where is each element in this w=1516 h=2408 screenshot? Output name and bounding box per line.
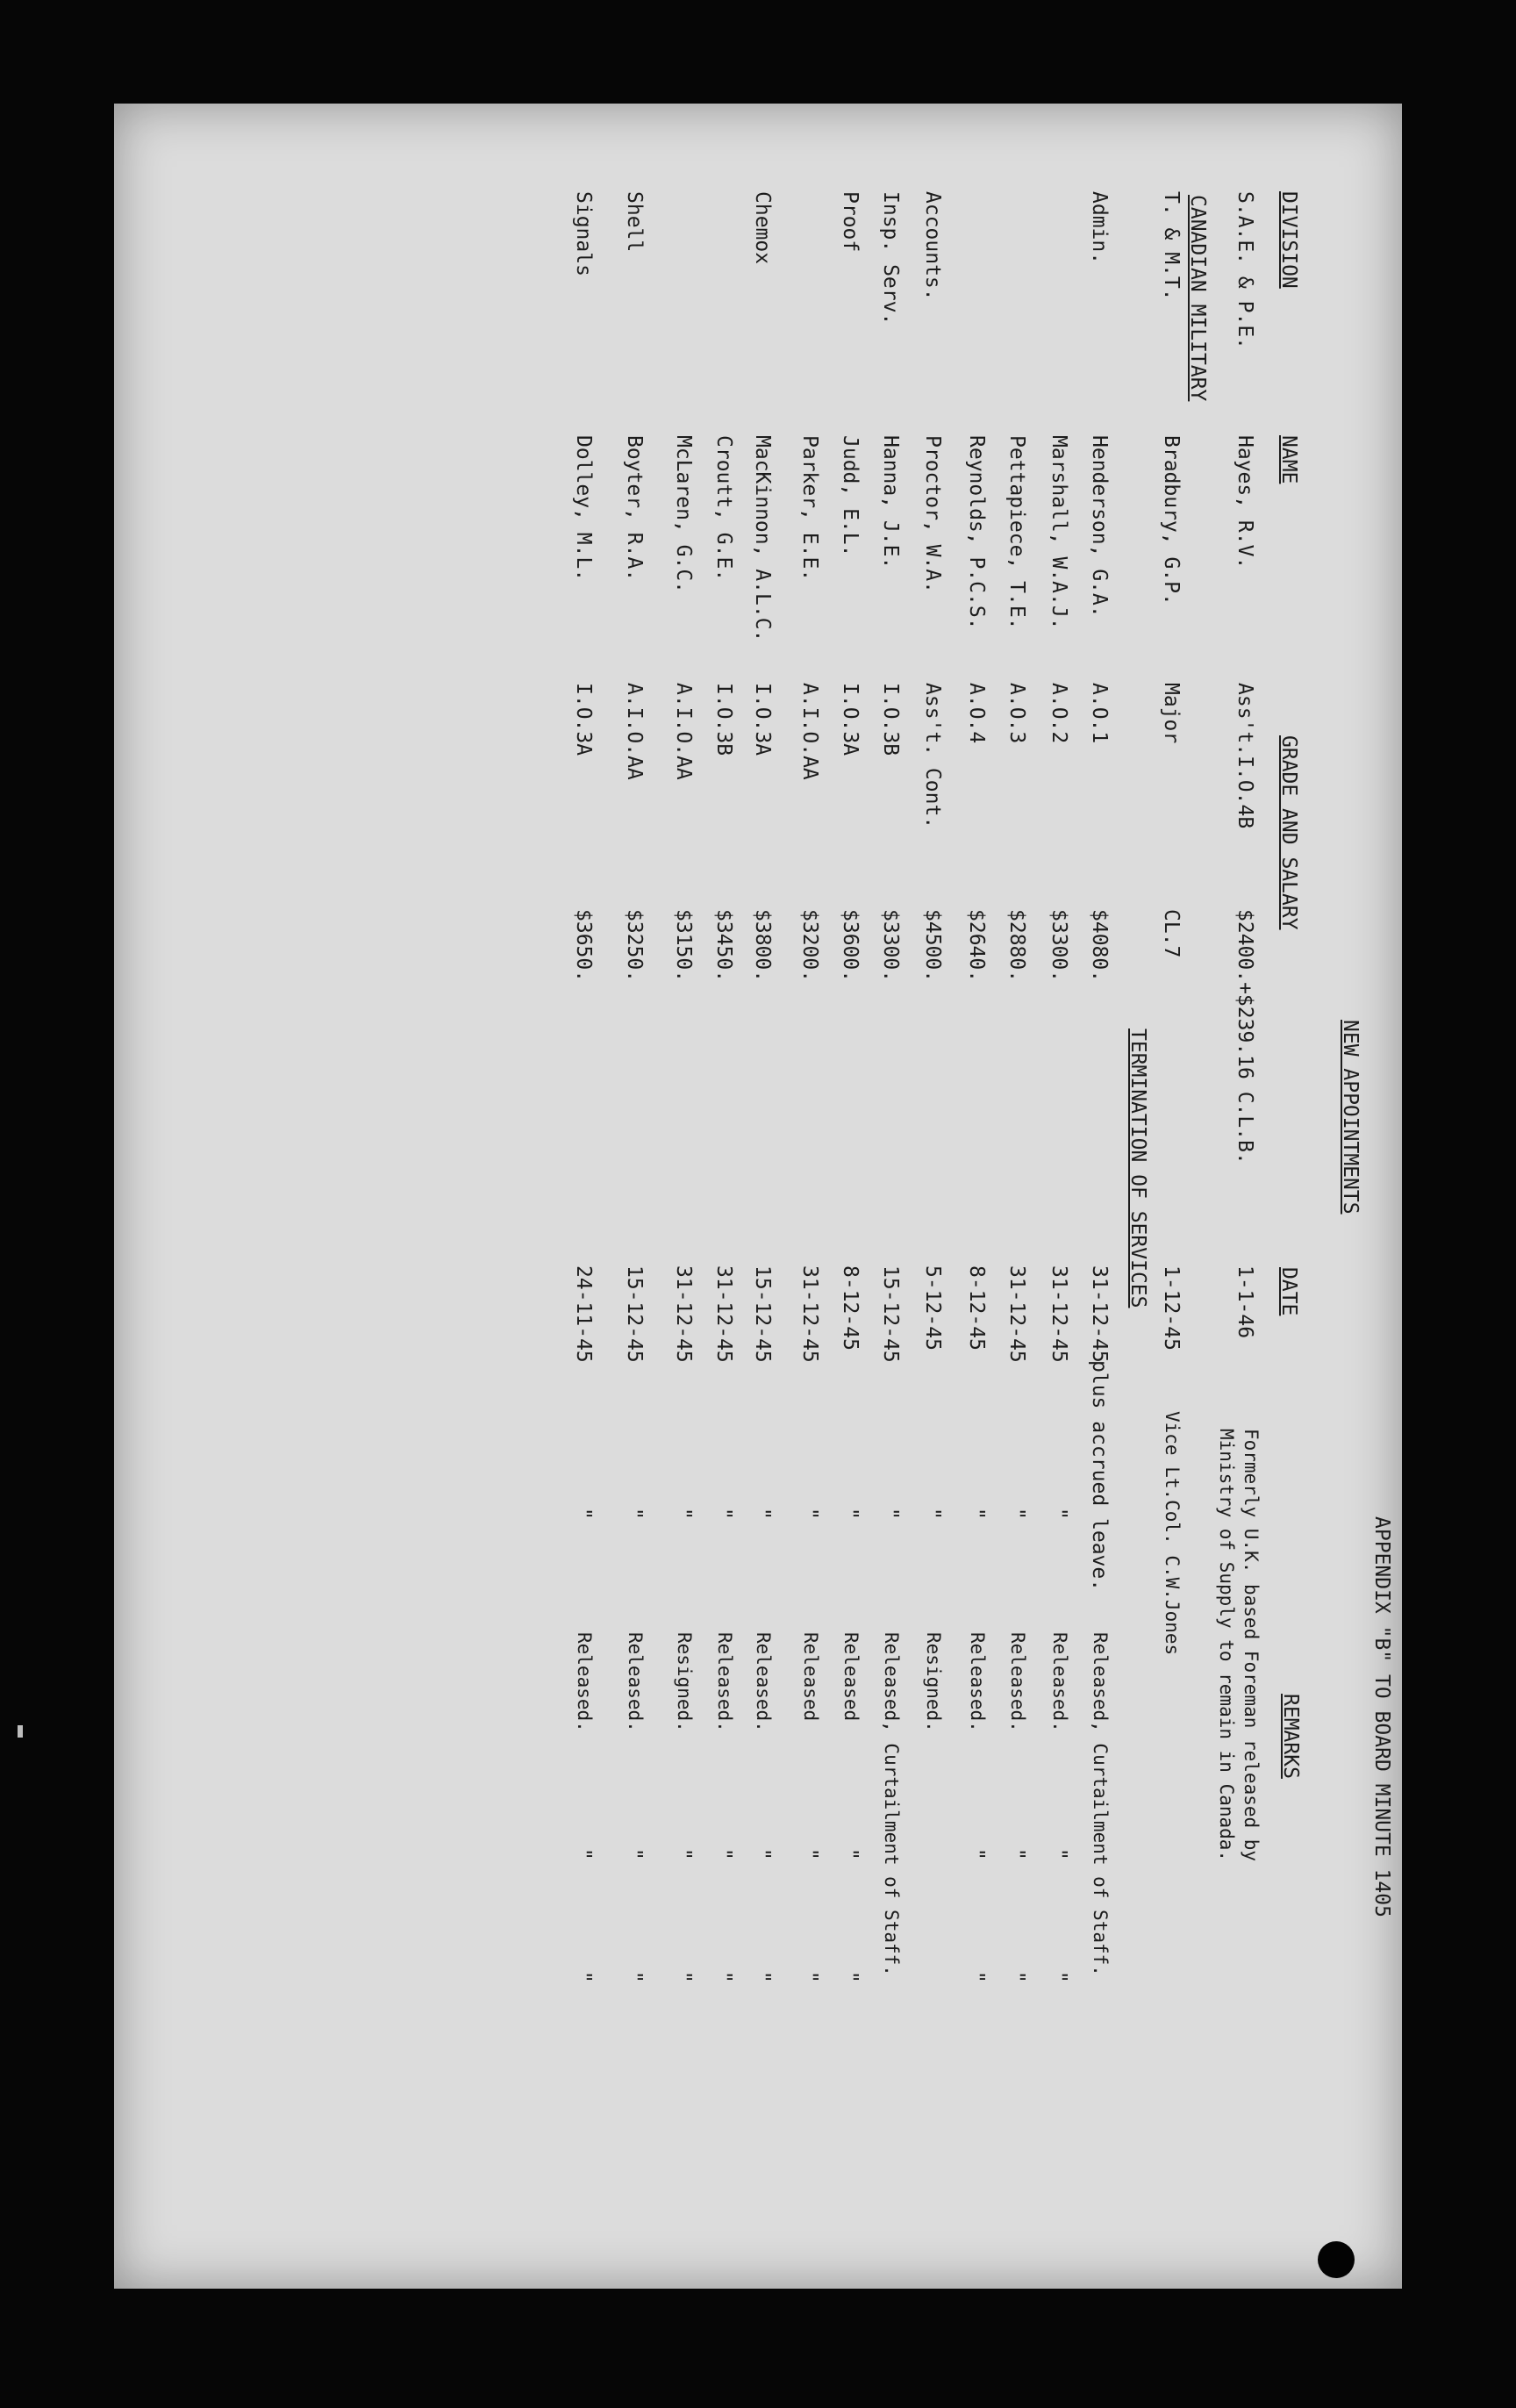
header-grade-salary: GRADE AND SALARY (1277, 735, 1300, 930)
termination-division: Insp. Serv. (879, 191, 902, 326)
ditto-mark: " (672, 1971, 695, 1983)
ditto-mark: " (1005, 1971, 1028, 1983)
appendix-title: APPENDIX "B" TO BOARD MINUTE 1405 (1370, 1516, 1393, 1917)
termination-division: Admin. (1088, 191, 1111, 265)
termination-accrued: " (672, 1508, 695, 1520)
ditto-mark: " (1005, 1848, 1028, 1860)
rotated-content (114, 104, 1402, 2289)
termination-date: 24-11-45 (572, 1265, 595, 1363)
termination-remarks: Released. (1007, 1632, 1028, 1732)
scan-speck (18, 1725, 23, 1738)
termination-date: 31-12-45 (1088, 1265, 1111, 1363)
appointment-salary: CL.7 (1160, 909, 1183, 958)
termination-remarks: Released. (625, 1632, 646, 1732)
ditto-mark: " (623, 1971, 646, 1983)
termination-grade: I.O.3A (751, 683, 774, 756)
punch-hole-mark (1318, 2241, 1355, 2278)
ditto-mark: " (798, 1971, 821, 1983)
termination-salary: $3600. (839, 909, 862, 983)
termination-accrued: " (751, 1508, 774, 1520)
termination-grade: A.I.O.AA (623, 683, 646, 780)
termination-salary: $3250. (623, 909, 646, 983)
termination-accrued: " (712, 1508, 735, 1520)
termination-remarks: Released. (714, 1632, 735, 1732)
ditto-mark: " (672, 1848, 695, 1860)
ditto-mark: " (839, 1848, 862, 1860)
termination-name: Dolley, M.L. (572, 435, 595, 582)
termination-grade: I.O.3A (572, 683, 595, 756)
termination-name: Judd, E.L. (839, 435, 862, 557)
termination-grade: Ass't. Cont. (921, 683, 944, 829)
appointment-division: S.A.E. & P.E. (1234, 191, 1256, 350)
termination-date: 15-12-45 (751, 1265, 774, 1363)
termination-accrued: " (921, 1508, 944, 1520)
termination-grade: A.O.4 (965, 683, 988, 744)
appointment-name: Hayes, R.V. (1234, 435, 1256, 570)
termination-remarks: Released, Curtailment of Staff. (1090, 1632, 1111, 1976)
termination-accrued: " (1005, 1508, 1028, 1520)
termination-accrued: plus accrued leave. (1088, 1360, 1111, 1592)
termination-grade: I.O.3B (879, 683, 902, 756)
ditto-mark: " (751, 1848, 774, 1860)
termination-date: 31-12-45 (712, 1265, 735, 1363)
header-division: DIVISION (1277, 191, 1300, 289)
termination-date: 8-12-45 (839, 1265, 862, 1351)
termination-salary: $2880. (1005, 909, 1028, 983)
termination-date: 15-12-45 (879, 1265, 902, 1363)
termination-grade: A.O.2 (1048, 683, 1070, 744)
termination-name: Parker, E.E. (798, 435, 821, 582)
termination-name: Boyter, R.A. (623, 435, 646, 582)
termination-date: 31-12-45 (798, 1265, 821, 1363)
ditto-mark: " (1048, 1971, 1070, 1983)
termination-date: 5-12-45 (921, 1265, 944, 1351)
termination-salary: $3650. (572, 909, 595, 983)
ditto-mark: " (965, 1971, 988, 1983)
ditto-mark: " (572, 1848, 595, 1860)
section-new-appointments: NEW APPOINTMENTS (1339, 1020, 1362, 1215)
termination-remarks: Released (840, 1632, 862, 1722)
termination-remarks: Released. (1049, 1632, 1070, 1732)
termination-accrued: " (1048, 1508, 1070, 1520)
termination-salary: $3150. (672, 909, 695, 983)
termination-name: Reynolds, P.C.S. (965, 435, 988, 630)
document-page (114, 104, 1402, 2289)
termination-grade: A.I.O.AA (798, 683, 821, 780)
termination-accrued: " (623, 1508, 646, 1520)
header-date: DATE (1277, 1267, 1300, 1316)
appointment-grade: Major (1160, 683, 1183, 744)
termination-date: 31-12-45 (1048, 1265, 1070, 1363)
termination-remarks: Released. (574, 1632, 595, 1732)
termination-salary: $3800. (751, 909, 774, 983)
termination-grade: A.O.3 (1005, 683, 1028, 744)
termination-salary: $3450. (712, 909, 735, 983)
appointment-salary: $2400.+$239.16 C.L.B. (1234, 909, 1256, 1165)
termination-date: 31-12-45 (1005, 1265, 1028, 1363)
termination-remarks: Released. (967, 1632, 988, 1732)
termination-date: 31-12-45 (672, 1265, 695, 1363)
termination-accrued: " (798, 1508, 821, 1520)
termination-name: Hanna, J.E. (879, 435, 902, 570)
termination-salary: $3300. (1048, 909, 1070, 983)
termination-salary: $3200. (798, 909, 821, 983)
ditto-mark: " (712, 1971, 735, 1983)
termination-date: 15-12-45 (623, 1265, 646, 1363)
termination-salary: $2640. (965, 909, 988, 983)
termination-name: Henderson, G.A. (1088, 435, 1111, 618)
termination-accrued: " (572, 1508, 595, 1520)
termination-name: Croutt, G.E. (712, 435, 735, 582)
appointment-date: 1-12-45 (1160, 1265, 1183, 1351)
termination-name: Marshall, W.A.J. (1048, 435, 1070, 630)
ditto-mark: " (965, 1848, 988, 1860)
canadian-military-heading: CANADIAN MILITARY (1186, 195, 1209, 402)
termination-date: 8-12-45 (965, 1265, 988, 1351)
termination-division: Chemox (751, 191, 774, 265)
termination-remarks: Released, Curtailment of Staff. (881, 1632, 902, 1976)
appointment-remarks: Vice Lt.Col. C.W.Jones (1162, 1411, 1183, 1656)
ditto-mark: " (572, 1971, 595, 1983)
ditto-mark: " (623, 1848, 646, 1860)
termination-name: Proctor, W.A. (921, 435, 944, 594)
termination-grade: I.O.3B (712, 683, 735, 756)
termination-salary: $4080. (1088, 909, 1111, 983)
termination-accrued: " (879, 1508, 902, 1520)
ditto-mark: " (751, 1971, 774, 1983)
appointment-name: Bradbury, G.P. (1160, 435, 1183, 606)
termination-salary: $3300. (879, 909, 902, 983)
appointment-remarks-cont: Ministry of Supply to remain in Canada. (1216, 1429, 1237, 1862)
termination-division: Proof (839, 191, 862, 253)
termination-name: Pettapiece, T.E. (1005, 435, 1028, 630)
termination-salary: $4500. (921, 909, 944, 983)
header-remarks: REMARKS (1279, 1694, 1302, 1779)
ditto-mark: " (839, 1971, 862, 1983)
header-name: NAME (1277, 435, 1300, 484)
termination-division: Shell (623, 191, 646, 253)
appointment-date: 1-1-46 (1234, 1265, 1256, 1339)
termination-name: MacKinnon, A.L.C. (751, 435, 774, 642)
termination-remarks: Resigned. (674, 1632, 695, 1732)
termination-grade: A.O.1 (1088, 683, 1111, 744)
termination-name: McLaren, G.C. (672, 435, 695, 594)
termination-accrued: " (839, 1508, 862, 1520)
termination-grade: A.I.O.AA (672, 683, 695, 780)
termination-remarks: Released. (753, 1632, 774, 1732)
termination-division: Signals (572, 191, 595, 276)
ditto-mark: " (798, 1848, 821, 1860)
appointment-division: T. & M.T. (1160, 191, 1183, 301)
termination-grade: I.O.3A (839, 683, 862, 756)
termination-division: Accounts. (921, 191, 944, 301)
termination-accrued: " (965, 1508, 988, 1520)
appointment-remarks: Formerly U.K. based Foreman released by (1241, 1429, 1262, 1862)
ditto-mark: " (712, 1848, 735, 1860)
termination-remarks: Resigned. (923, 1632, 944, 1732)
appointment-grade: Ass't.I.O.4B (1234, 683, 1256, 829)
ditto-mark: " (1048, 1848, 1070, 1860)
section-termination-of-services: TERMINATION OF SERVICES (1126, 1028, 1149, 1308)
termination-remarks: Released (800, 1632, 821, 1722)
